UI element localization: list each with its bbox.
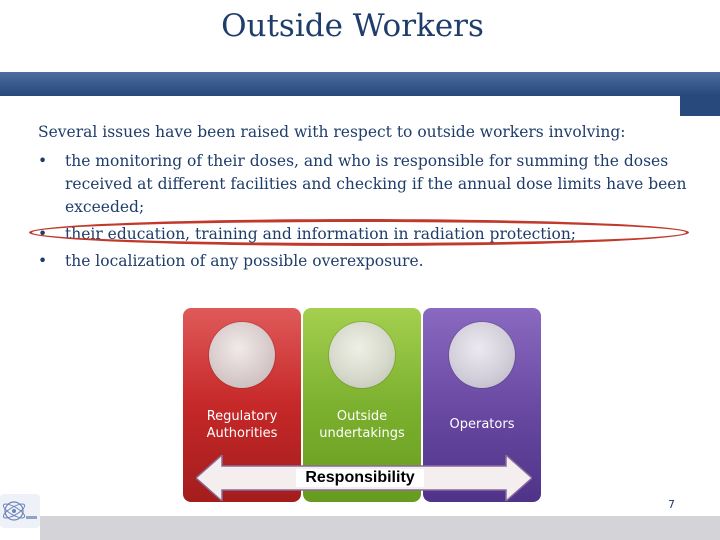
- intro-text: Several issues have been raised with respect to outside workers involving:: [38, 123, 626, 141]
- page-number: 7: [668, 498, 675, 511]
- circle-icon: [209, 322, 275, 388]
- responsibility-label: Responsibility: [296, 469, 424, 487]
- bullet-marker: •: [38, 252, 48, 270]
- slide-body: [38, 118, 698, 273]
- logo-icon: [0, 494, 40, 528]
- highlight-ellipse: [29, 219, 689, 246]
- bullet-item: [38, 150, 698, 219]
- box-label: Regulatory Authorities: [206, 409, 278, 441]
- slide-title: Outside Workers: [221, 8, 484, 44]
- circle-icon: [329, 322, 395, 388]
- bullet-text: the localization of any possible overexposure.: [65, 252, 424, 270]
- footer-bar: [40, 516, 720, 540]
- bullet-list: [38, 150, 698, 273]
- circle-icon: [449, 322, 515, 388]
- bullet-marker: •: [38, 152, 48, 170]
- title-bar-tab: [680, 96, 720, 116]
- bullet-text: the monitoring of their doses, and who is responsible for summing the doses received at different facilities and checking if the annual dose limits have been exceeded;: [65, 152, 687, 216]
- box-label: Operators: [449, 417, 515, 432]
- organization-logo: [0, 494, 40, 528]
- box-label: Outside undertakings: [319, 409, 405, 441]
- bullet-item: [38, 250, 698, 273]
- bullet-text: their education, training and information in radiation protection;: [65, 225, 577, 243]
- title-bar: [0, 72, 720, 96]
- bullet-marker: •: [38, 225, 48, 243]
